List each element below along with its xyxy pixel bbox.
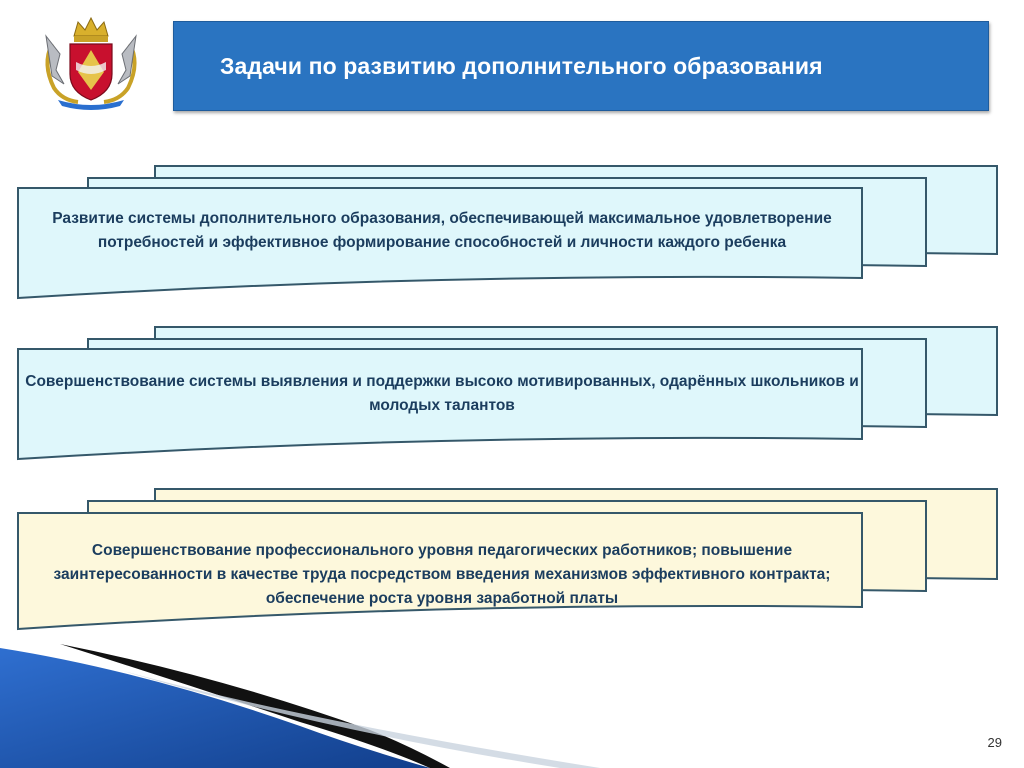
title-banner	[173, 21, 989, 111]
task-text-1: Развитие системы дополнительного образования, обеспечивающей максимальное удовлетворение потребностей и эффективное формирование способностей и личности каждого ребенка	[52, 210, 832, 251]
page-number: 29	[987, 735, 1002, 750]
task-card-stack-2	[0, 323, 1024, 465]
task-text-2: Совершенствование системы выявления и поддержки высоко мотивированных, одарённых школьников и молодых талантов	[25, 373, 859, 414]
task-text-3: Совершенствование профессионального уровня педагогических работников; повышение заинтересованности в качестве труда посредством введения механизмов эффективного контракта; обеспечение роста уровня заработной платы	[53, 542, 831, 607]
task-card-stack-1	[0, 162, 1024, 304]
decorative-corner	[0, 630, 620, 768]
task-card-stack-3	[0, 485, 1024, 635]
coat-of-arms-icon	[38, 14, 144, 110]
page-title: Задачи по развитию дополнительного образования	[220, 52, 823, 79]
